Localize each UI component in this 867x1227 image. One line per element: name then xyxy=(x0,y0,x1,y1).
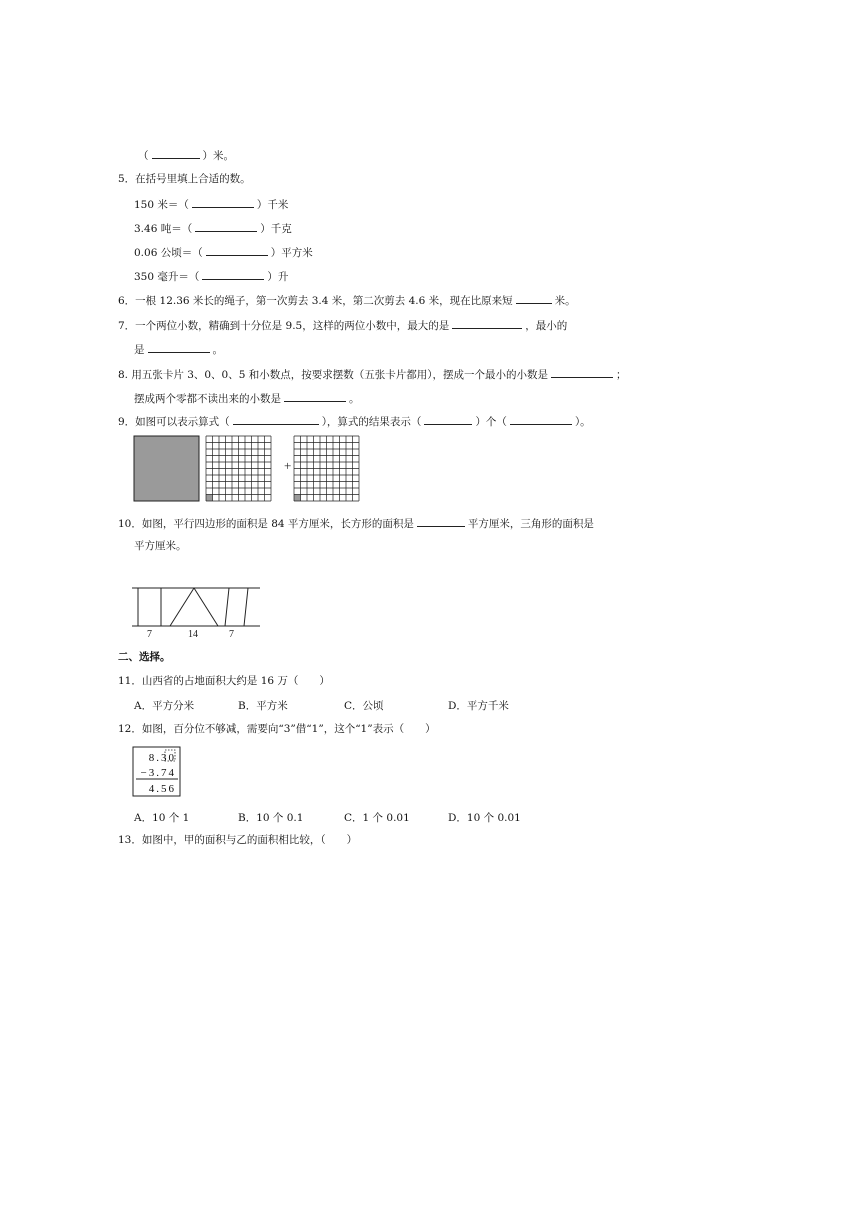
q10-line-2: 平方厘米。 xyxy=(134,540,187,552)
q11-option-c[interactable]: C．公顷 xyxy=(344,700,384,712)
q6-text: 6．一根 12.36 米长的绳子，第一次剪去 3.4 米，第二次剪去 4.6 米，现在比原来短 xyxy=(118,295,513,307)
q10-line-1 xyxy=(118,515,594,531)
q10-label-para: 7 xyxy=(229,629,234,640)
q8-line-2 xyxy=(134,390,360,406)
q5-item-2 xyxy=(134,220,292,236)
q11-stem: 11．山西省的占地面积大约是 16 万（ ） xyxy=(118,675,330,687)
q9-grid-right xyxy=(294,436,359,501)
q4-suffix: ）米。 xyxy=(202,150,234,162)
q10-blank-rect[interactable] xyxy=(417,515,465,527)
q4-prefix: （ xyxy=(138,150,149,162)
q12-calc-row-1: 8.30 xyxy=(148,752,176,764)
q10-para-left xyxy=(225,588,229,626)
q10-label-triangle: 14 xyxy=(188,629,198,640)
q5-item-1-blank[interactable] xyxy=(192,196,254,208)
q9-figure xyxy=(132,434,364,504)
q9-grid-left-shaded-cell xyxy=(206,495,213,502)
q9-stem xyxy=(118,413,591,429)
q12-option-c[interactable]: C．1 个 0.01 xyxy=(344,812,410,824)
q5-item-1-left: 150 米＝（ xyxy=(134,199,189,211)
q12-calc-row-3: 4.56 xyxy=(148,783,176,795)
q7-blank-max[interactable] xyxy=(452,317,522,329)
q10-para-right xyxy=(244,588,248,626)
q5-item-3-right: ）平方米 xyxy=(270,247,313,259)
q9-text-c: ）个（ xyxy=(475,416,507,428)
q5-item-2-blank[interactable] xyxy=(195,220,257,232)
q9-full-square xyxy=(134,436,199,501)
q6 xyxy=(118,292,576,308)
q7-blank-min[interactable] xyxy=(148,341,210,353)
q6-text-end: 米。 xyxy=(554,295,576,307)
q12-option-d[interactable]: D．10 个 0.01 xyxy=(448,812,521,824)
q12-option-b[interactable]: B．10 个 0.1 xyxy=(238,812,304,824)
q10-text-a: 10．如图，平行四边形的面积是 84 平方厘米，长方形的面积是 xyxy=(118,518,414,530)
q4-blank[interactable] xyxy=(152,147,200,159)
q7-text-d: 。 xyxy=(212,344,223,356)
q5-item-3 xyxy=(134,244,313,260)
q8-text: 8. 用五张卡片 3、0、0、5 和小数点，按要求摆数（五张卡片都用），摆成一个最小的小数是 xyxy=(118,369,549,381)
q5-stem: 5．在括号里填上合适的数。 xyxy=(118,173,251,185)
q5-item-4-left: 350 毫升＝（ xyxy=(134,271,200,283)
q9-text-d: ）。 xyxy=(574,416,591,428)
q13-stem: 13．如图中，甲的面积与乙的面积相比较，（ ） xyxy=(118,834,358,846)
q12-stem: 12．如图，百分位不够减，需要向“3”借“1”，这个“1”表示（ ） xyxy=(118,723,436,735)
q12-calculation xyxy=(132,746,182,798)
q9-text-b: ），算式的结果表示（ xyxy=(321,416,422,428)
q7-line-1 xyxy=(118,317,567,333)
q5-item-4-blank[interactable] xyxy=(202,268,264,280)
q10-figure xyxy=(128,580,268,640)
q8-text-c: 摆成两个零都不读出来的小数是 xyxy=(134,393,281,405)
q11-option-b[interactable]: B．平方米 xyxy=(238,700,288,712)
q7-line-2 xyxy=(134,341,223,357)
q12-option-a[interactable]: A．10 个 1 xyxy=(134,812,190,824)
q8-text-d: 。 xyxy=(349,393,360,405)
q9-grid-right-shaded-cell xyxy=(294,495,301,502)
q5-item-3-blank[interactable] xyxy=(206,244,268,256)
q10-label-rect: 7 xyxy=(147,629,152,640)
q11-option-a[interactable]: A．平方分米 xyxy=(134,700,195,712)
q4-tail xyxy=(138,147,234,163)
q7-text-mid: ，最小的 xyxy=(525,320,568,332)
section-2-title: 二、选择。 xyxy=(118,651,171,663)
q8-blank-1[interactable] xyxy=(551,366,613,378)
q5-item-2-left: 3.46 吨＝（ xyxy=(134,223,193,235)
q7-text-c: 是 xyxy=(134,344,145,356)
q8-line-1 xyxy=(118,366,627,382)
q9-text-a: 9．如图可以表示算式（ xyxy=(118,416,230,428)
q9-grid-left xyxy=(206,436,271,501)
q5-item-1-right: ）千米 xyxy=(256,199,289,211)
q6-blank[interactable] xyxy=(516,292,552,304)
q9-plus-sign: + xyxy=(284,458,292,473)
q5-item-3-left: 0.06 公顷＝（ xyxy=(134,247,203,259)
q9-blank-count[interactable] xyxy=(424,413,472,425)
q10-triangle-left xyxy=(170,588,194,626)
q5-item-2-right: ）千克 xyxy=(260,223,292,235)
q5-item-1 xyxy=(134,196,288,212)
q12-calc-row-2: −3.74 xyxy=(140,767,176,779)
q9-blank-unit[interactable] xyxy=(510,413,572,425)
q10-text-b: 平方厘米，三角形的面积是 xyxy=(467,518,594,530)
q11-option-d[interactable]: D．平方千米 xyxy=(448,700,509,712)
q8-blank-2[interactable] xyxy=(284,390,346,402)
q5-item-4-right: ）升 xyxy=(267,271,289,283)
q5-item-4 xyxy=(134,268,288,284)
q9-blank-expr[interactable] xyxy=(233,413,319,425)
q8-text-b: ； xyxy=(616,369,627,381)
q7-text: 7．一个两位小数，精确到十分位是 9.5，这样的两位小数中，最大的是 xyxy=(118,320,450,332)
q10-triangle-right xyxy=(194,588,218,626)
